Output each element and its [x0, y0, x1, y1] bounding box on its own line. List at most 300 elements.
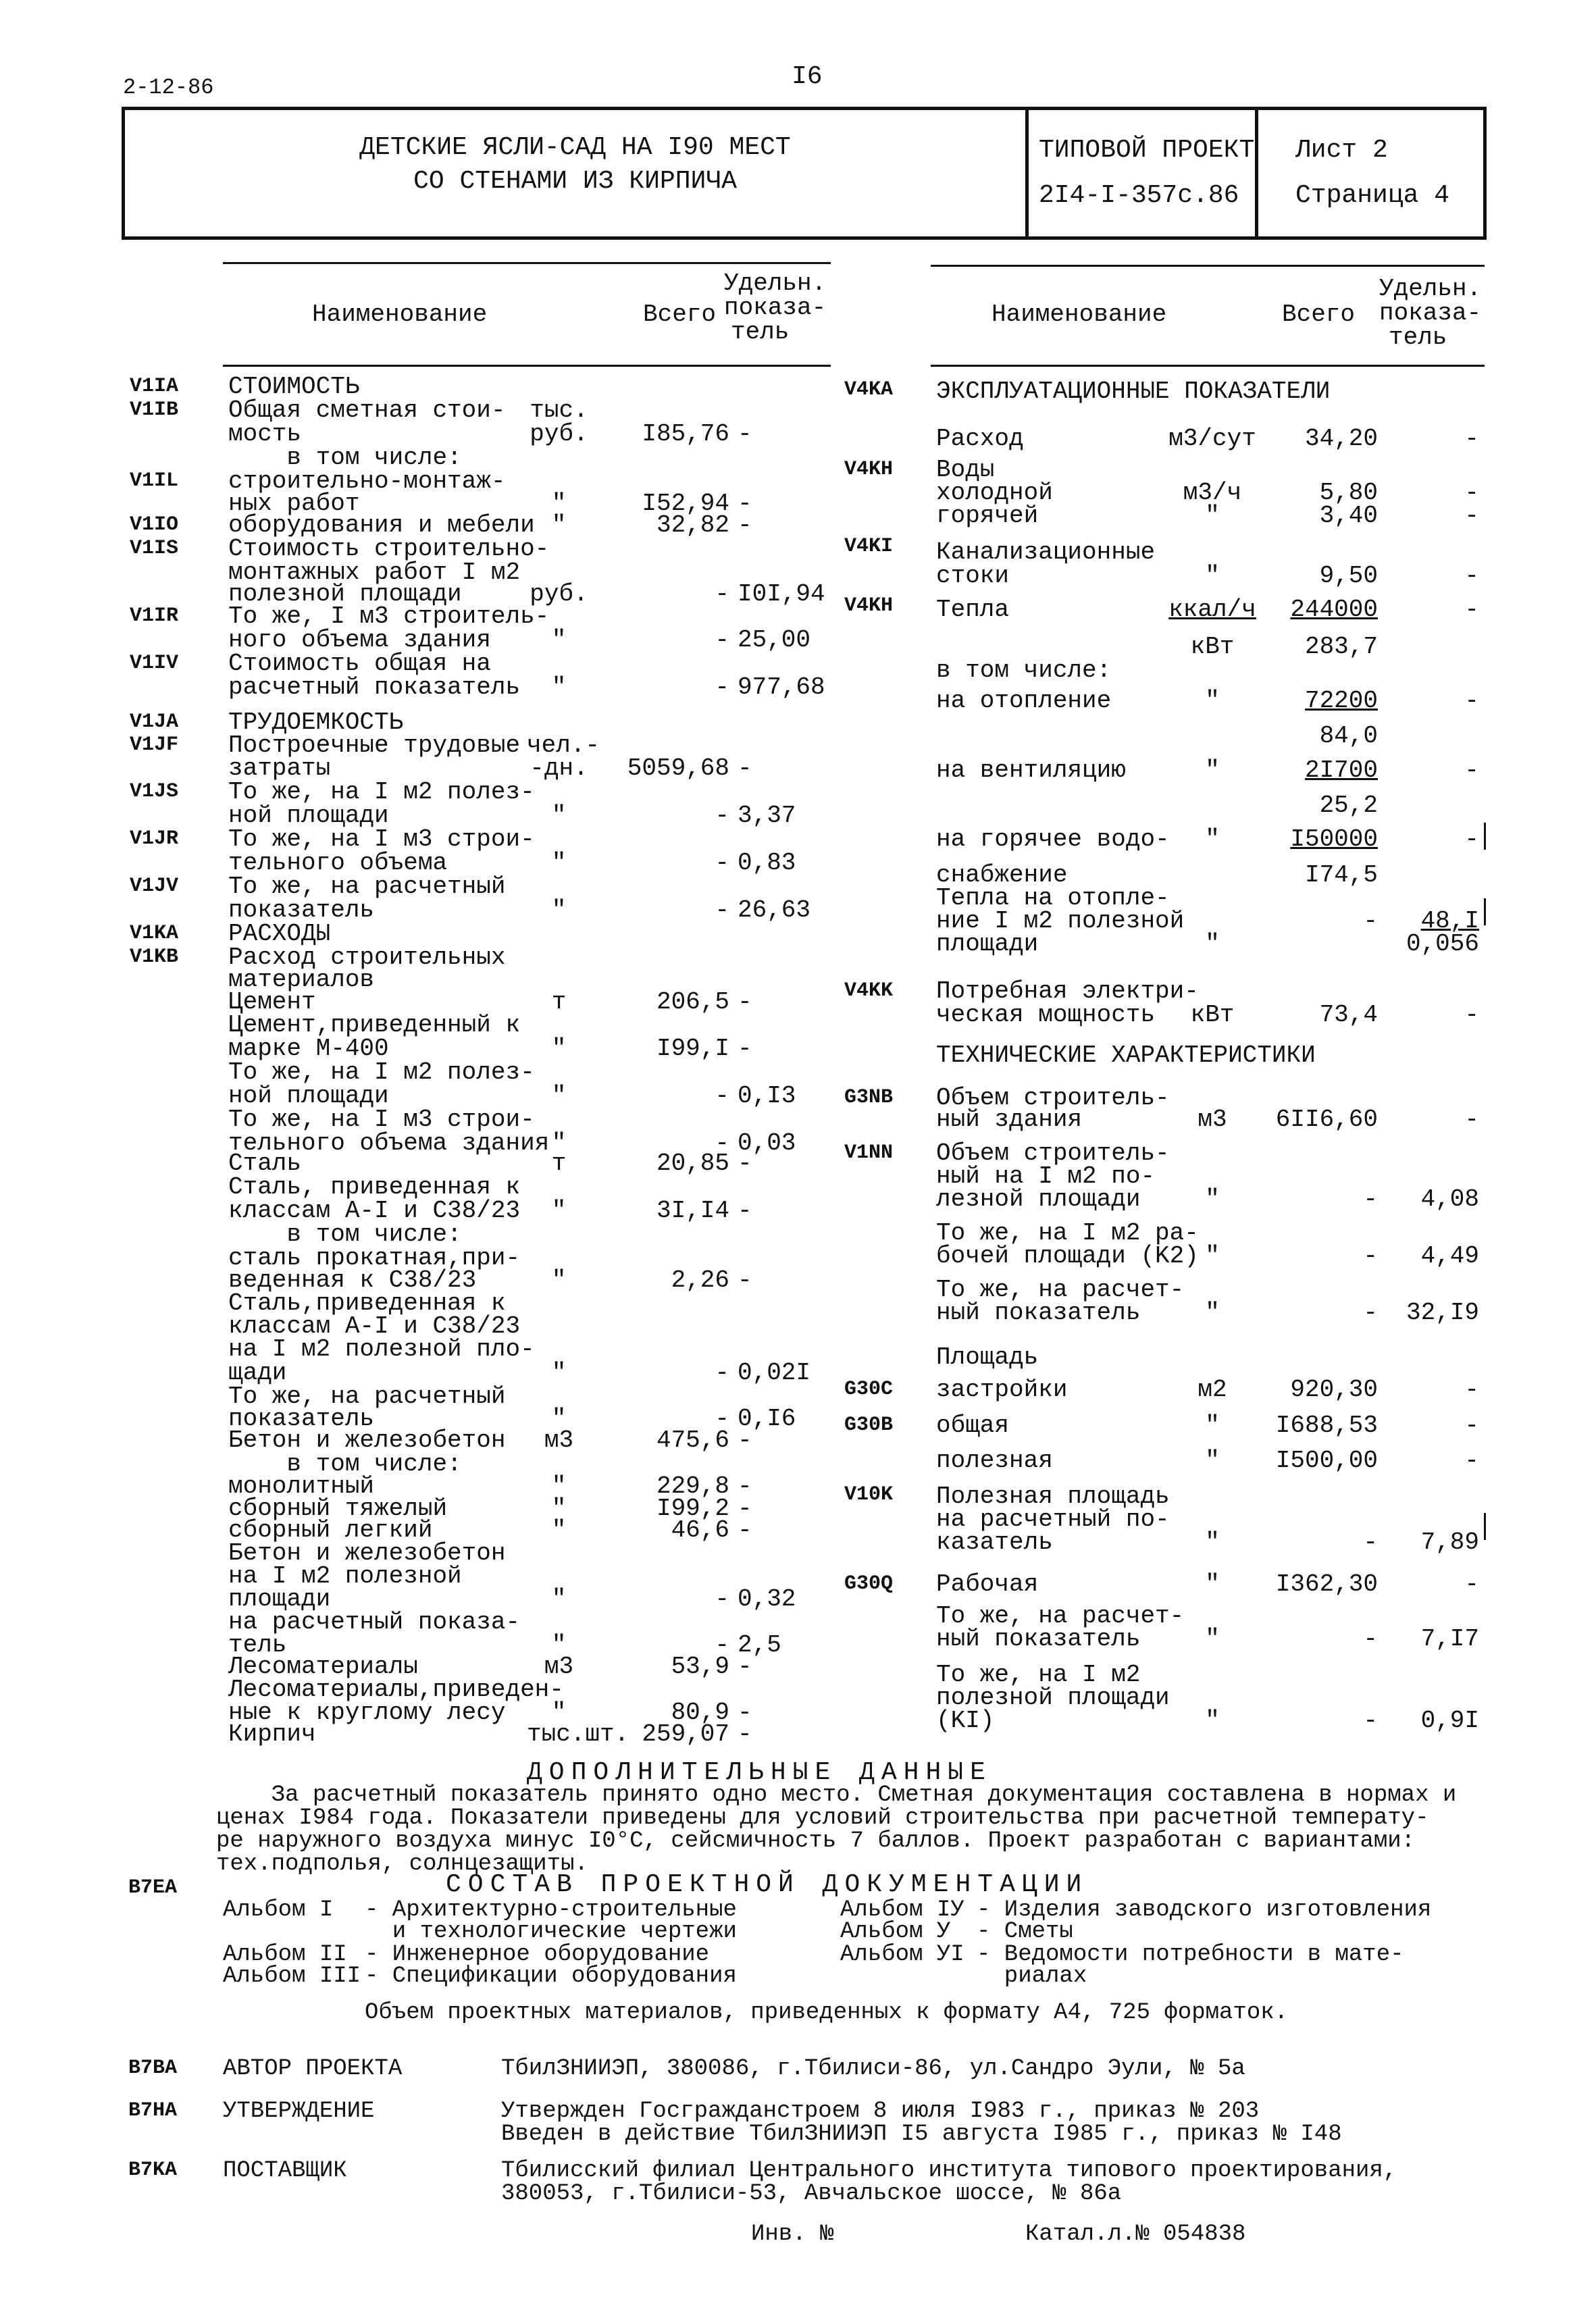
row-specific: 0,9I [1420, 1707, 1479, 1734]
composition-volume: Объем проектных материалов, приведенных к формату А4, 725 форматок. [365, 2000, 1289, 2026]
title-line-2: СО СТЕНАМИ ИЗ КИРПИЧА [413, 167, 737, 196]
row-name: полезной площади [228, 580, 462, 608]
row-name: площади [228, 1585, 331, 1613]
row-unit: " [551, 1585, 567, 1613]
row-name: Построечные трудовые [228, 731, 521, 759]
row-unit: " [551, 802, 567, 829]
row-total: - [715, 1082, 729, 1110]
document-date: 2-12-86 [123, 75, 214, 100]
row-specific: 7,89 [1420, 1528, 1479, 1556]
row-unit: м3/сут [1168, 425, 1256, 453]
row-name: ной площади [228, 802, 389, 829]
right-header-specific-2: показа- [1379, 299, 1482, 327]
project-number: 2I4-I-357с.86 [1039, 181, 1239, 210]
row-specific: - [738, 1197, 752, 1225]
album-title: и технологические чертежи [365, 1919, 737, 1945]
row-unit: " [551, 1631, 567, 1659]
row-total: - [1363, 1185, 1378, 1213]
footer-line-2: 380053, г.Тбилиси-53, Авчальское шоссе, № 86а [501, 2181, 1122, 2207]
row-unit: " [551, 1472, 567, 1500]
row-unit: тыс. [530, 396, 588, 424]
footer-line-1: Утвержден Госгражданстроем 8 июля I983 г., приказ № 203 [501, 2099, 1260, 2124]
row-total: I85,76 [642, 420, 729, 448]
row-specific: 3,37 [738, 802, 796, 829]
row-code: V1JS [130, 780, 179, 803]
row-name: тель [228, 1631, 287, 1659]
row-name: Расход строительных [228, 944, 506, 971]
row-name: Площадь [936, 1343, 1039, 1371]
row-name: стоки [936, 562, 1010, 590]
row-name: мость [228, 420, 302, 448]
row-total: 2I700 [1304, 756, 1378, 784]
row-total: 80,9 [671, 1699, 729, 1726]
row-unit: " [551, 849, 567, 877]
row-total: I500,00 [1275, 1447, 1378, 1474]
row-unit: " [551, 1405, 567, 1433]
row-total: 46,6 [671, 1516, 729, 1544]
row-name: Тепла на отопле- [936, 884, 1170, 912]
row-unit: м3 [544, 1653, 574, 1680]
row-unit: м3 [544, 1426, 574, 1454]
row-unit: " [1205, 930, 1220, 958]
row-name: Воды [936, 456, 995, 484]
album-number: Альбом II [223, 1942, 347, 1968]
row-name: на вентиляцию [936, 756, 1126, 784]
row-name: снабжение [936, 861, 1068, 889]
right-header-total: Всего [1282, 301, 1356, 328]
row-specific: 0,056 [1406, 930, 1479, 958]
row-name: монтажных работ I м2 [228, 559, 521, 586]
row-total: 84,0 [1319, 722, 1378, 750]
row-unit: " [551, 1082, 567, 1110]
row-total: 72200 [1304, 687, 1378, 715]
row-name: РАСХОДЫ [228, 920, 331, 948]
row-total: - [715, 1129, 729, 1157]
row-code: V4KA [844, 378, 894, 401]
row-name: Сталь,приведенная к [228, 1289, 506, 1317]
row-name: Кирпич [228, 1720, 316, 1748]
row-unit: " [551, 1035, 567, 1062]
row-name: ной площади [228, 1082, 389, 1110]
row-specific: - [738, 1516, 752, 1544]
row-code: V1JR [130, 827, 179, 850]
row-unit: м3 [1198, 1106, 1227, 1133]
row-code: V1KA [130, 922, 179, 945]
row-name: То же, на расчет- [936, 1276, 1185, 1304]
additional-line-1: За расчетный показатель принято одно место. Сметная документация составлена в нормах и [216, 1782, 1457, 1808]
row-name: ный на I м2 по- [936, 1162, 1156, 1190]
row-total: 206,5 [656, 988, 729, 1016]
row-name: ные к круглому лесу [228, 1699, 506, 1726]
row-name: Стоимость общая на [228, 650, 491, 677]
row-specific: - [738, 1150, 752, 1177]
row-code: V1IV [130, 652, 179, 675]
row-code: V1JV [130, 875, 179, 898]
row-unit: " [551, 1495, 567, 1522]
row-name: Потребная электри- [936, 977, 1199, 1005]
row-name: затраты [228, 754, 331, 782]
row-name: расчетный показатель [228, 673, 521, 701]
row-total: 6II6,60 [1275, 1106, 1378, 1133]
row-name: То же, на расчетный [228, 1383, 506, 1410]
album-title: - Инженерное оборудование [365, 1942, 710, 1968]
row-total: - [715, 1631, 729, 1659]
row-total: - [715, 673, 729, 701]
row-name: Лесоматериалы,приведен- [228, 1676, 564, 1703]
row-name: лезной площади [936, 1185, 1141, 1213]
row-specific: 25,00 [738, 626, 811, 654]
row-unit: " [551, 673, 567, 701]
row-name: Рабочая [936, 1570, 1039, 1598]
row-name: в том числе: [228, 1220, 462, 1248]
row-total: - [1363, 1625, 1378, 1653]
row-name: ного объема здания [228, 626, 491, 654]
row-name: горячей [936, 502, 1039, 530]
row-total: - [1363, 1707, 1378, 1734]
row-specific: - [738, 490, 752, 517]
row-total: I362,30 [1275, 1570, 1378, 1598]
row-unit: " [1205, 562, 1220, 590]
row-name: бочей площади (K2) [936, 1242, 1199, 1270]
row-unit: " [551, 1516, 567, 1544]
row-name: в том числе: [228, 1450, 462, 1478]
title-frame-right [1483, 107, 1487, 240]
row-name: общая [936, 1412, 1010, 1439]
footer-line-1: Тбилисский филиал Центрального института типового проектирования, [501, 2158, 1397, 2184]
row-code: V1IS [130, 537, 179, 560]
row-name: ческая мощность [936, 1001, 1156, 1029]
row-total: 3I,I4 [656, 1197, 729, 1225]
row-unit: " [551, 1699, 567, 1726]
row-name: ние I м2 полезной [936, 907, 1185, 935]
row-unit: руб. [530, 580, 588, 608]
row-unit: " [1205, 1447, 1220, 1474]
row-name: на горячее водо- [936, 825, 1170, 853]
row-total: - [715, 626, 729, 654]
row-total: - [715, 1585, 729, 1613]
row-name: материалов [228, 966, 375, 994]
row-specific: - [1464, 1376, 1479, 1404]
footer-line-2: Введен в действие ТбилЗНИИЭП I5 августа I985 г., приказ № I48 [501, 2122, 1342, 2147]
row-name: То же, на I м2 полез- [228, 778, 535, 806]
row-name: тельного объема здания [228, 1129, 550, 1157]
row-name: площади [936, 930, 1039, 958]
row-unit: " [1205, 1299, 1220, 1327]
row-specific: I0I,94 [738, 580, 825, 608]
row-total: I99,I [656, 1035, 729, 1062]
row-name: СТОИМОСТЬ [228, 373, 360, 401]
row-specific: 4,49 [1420, 1242, 1479, 1270]
left-header-top-rule [223, 262, 831, 264]
row-specific: - [738, 1720, 752, 1748]
composition-heading: СОСТАВ ПРОЕКТНОЙ ДОКУМЕНТАЦИИ [446, 1870, 1089, 1899]
additional-heading: ДОПОЛНИТЕЛЬНЫЕ ДАННЫЕ [527, 1758, 992, 1787]
title-line-1: ДЕТСКИЕ ЯСЛИ-САД НА I90 МЕСТ [359, 133, 791, 162]
row-name: Бетон и железобетон [228, 1426, 506, 1454]
row-name: ный показатель [936, 1299, 1141, 1327]
row-name: То же, на расчет- [936, 1602, 1185, 1630]
right-header-bottom-rule [931, 365, 1485, 367]
row-specific: - [738, 1699, 752, 1726]
row-total: 25,2 [1319, 792, 1378, 819]
album-title: - Спецификации оборудования [365, 1963, 737, 1989]
title-divider-2 [1255, 107, 1258, 240]
row-unit: ккал/ч [1168, 596, 1256, 623]
row-specific: - [738, 1266, 752, 1294]
row-name: показатель [228, 896, 375, 924]
album-title: - Сметы [977, 1919, 1073, 1945]
row-total: 5,80 [1319, 479, 1378, 507]
row-unit: чел.- [527, 731, 600, 759]
row-total: I50000 [1290, 825, 1378, 853]
row-name: Расход [936, 425, 1024, 453]
row-name: Объем строитель- [936, 1084, 1170, 1112]
row-code: V4KH [844, 458, 894, 481]
left-header-name: Наименование [312, 301, 488, 328]
row-code: G30C [844, 1378, 894, 1401]
row-specific: 2,5 [738, 1631, 781, 1659]
row-code: V4KH [844, 594, 894, 617]
row-unit: тыс.шт. [527, 1720, 629, 1748]
left-header-specific-1: Удельн. [724, 269, 827, 297]
row-unit: " [551, 1359, 567, 1387]
footer-code: B7HA [128, 2099, 178, 2122]
row-code: V1IB [130, 398, 179, 421]
row-specific: - [738, 420, 752, 448]
row-name: полезной площади [936, 1684, 1170, 1712]
row-name: сталь прокатная,при- [228, 1244, 521, 1272]
row-code: V1IR [130, 605, 179, 627]
row-name: Объем строитель- [936, 1139, 1170, 1167]
row-specific: 0,83 [738, 849, 796, 877]
album-number: Альбом У [840, 1919, 951, 1945]
row-total: - [715, 896, 729, 924]
row-total: 259,07 [642, 1720, 729, 1748]
row-total: 73,4 [1319, 1001, 1378, 1029]
row-specific: - [1464, 1412, 1479, 1439]
row-name: застройки [936, 1376, 1068, 1404]
row-name: То же, на I м3 строи- [228, 1106, 535, 1133]
row-specific: - [1464, 596, 1479, 623]
row-unit: " [1205, 1570, 1220, 1598]
row-name: классам А-I и С38/23 [228, 1312, 521, 1340]
row-total: 283,7 [1304, 633, 1378, 661]
row-total: - [1363, 907, 1378, 935]
row-name: Цемент [228, 988, 316, 1016]
row-name: на I м2 полезной [228, 1562, 462, 1590]
left-header-bottom-rule [223, 365, 831, 367]
row-unit: " [1205, 1707, 1220, 1734]
row-code: V1JA [130, 711, 179, 734]
row-specific: - [1464, 425, 1479, 453]
row-unit: " [1205, 1625, 1220, 1653]
row-name: То же, I м3 строитель- [228, 602, 550, 630]
row-unit: " [1205, 687, 1220, 715]
row-specific: 4,08 [1420, 1185, 1479, 1213]
row-name: Канализационные [936, 538, 1156, 566]
row-total: - [1363, 1299, 1378, 1327]
row-code: V1NN [844, 1141, 894, 1164]
sheet-number: Лист 2 [1295, 136, 1388, 165]
footer-code: B7BA [128, 2057, 178, 2080]
row-unit: т [551, 988, 567, 1016]
row-name: То же, на расчетный [228, 873, 506, 900]
page-number: I6 [792, 62, 823, 91]
row-specific: - [738, 988, 752, 1016]
row-code: V1JF [130, 734, 179, 756]
row-total: 244000 [1290, 596, 1378, 623]
row-unit: " [551, 1129, 567, 1157]
album-title: - Архитектурно-строительные [365, 1897, 737, 1923]
row-specific: - [1464, 1447, 1479, 1474]
row-unit: " [1205, 1412, 1220, 1439]
row-name: Полезная площадь [936, 1483, 1170, 1510]
row-name: строительно-монтаж- [228, 467, 506, 495]
additional-line-2: ценах I984 года. Показатели приведены для условий строительства при расчетной температу- [216, 1805, 1429, 1831]
row-unit: " [551, 626, 567, 654]
row-code: V4KI [844, 535, 894, 558]
row-name: То же, на I м2 ра- [936, 1219, 1199, 1247]
row-code: G3NB [844, 1086, 894, 1109]
row-specific: - [1464, 1001, 1479, 1029]
row-specific: 26,63 [738, 896, 811, 924]
left-header-total: Всего [643, 301, 717, 328]
row-name: ТРУДОЕМКОСТЬ [228, 709, 404, 736]
row-name: То же, на I м2 [936, 1661, 1141, 1689]
row-name: То же, на I м3 строи- [228, 825, 535, 853]
row-unit: кВт [1190, 1001, 1235, 1029]
row-total: 32,82 [656, 511, 729, 539]
row-specific: - [1464, 756, 1479, 784]
row-unit: " [1205, 502, 1220, 530]
footer-label: УТВЕРЖДЕНИЕ [223, 2099, 375, 2124]
row-name: Сталь, приведенная к [228, 1173, 521, 1201]
row-unit: " [551, 511, 567, 539]
row-specific: 0,02I [738, 1359, 811, 1387]
row-name: в том числе: [228, 444, 462, 471]
row-name: в том числе: [936, 657, 1112, 684]
row-unit: " [551, 1197, 567, 1225]
left-header-specific-2: показа- [724, 294, 827, 322]
row-name: монолитный [228, 1472, 375, 1500]
row-unit: " [551, 1266, 567, 1294]
row-specific: 0,03 [738, 1129, 796, 1157]
row-total: I74,5 [1304, 861, 1378, 889]
album-number: Альбом I [223, 1897, 334, 1923]
row-total: 53,9 [671, 1653, 729, 1680]
right-edge-mark [1484, 898, 1486, 925]
row-name: на отопление [936, 687, 1112, 715]
row-name: (KI) [936, 1707, 995, 1734]
row-name: Общая сметная стои- [228, 396, 506, 424]
row-name: ных работ [228, 490, 360, 517]
row-total: - [715, 1405, 729, 1433]
row-code: V1IA [130, 375, 179, 398]
row-unit: -дн. [530, 754, 588, 782]
row-name: марке М-400 [228, 1035, 389, 1062]
row-name: на I м2 полезной пло- [228, 1335, 535, 1363]
row-unit: " [1205, 756, 1220, 784]
row-name: щади [228, 1359, 287, 1387]
row-code: V1KB [130, 946, 179, 969]
row-total: - [1363, 1528, 1378, 1556]
row-specific: - [738, 754, 752, 782]
row-specific: - [738, 1472, 752, 1500]
additional-line-4: тех.подполья, солнцезащиты. [216, 1851, 588, 1877]
row-total: - [715, 580, 729, 608]
row-name: показатель [228, 1405, 375, 1433]
right-header-specific-1: Удельн. [1379, 275, 1482, 303]
row-unit: " [551, 896, 567, 924]
row-code: V10K [844, 1483, 894, 1506]
row-code: G30B [844, 1414, 894, 1437]
row-code: V4KK [844, 979, 894, 1002]
row-name: сборный тяжелый [228, 1495, 448, 1522]
row-total: 9,50 [1319, 562, 1378, 590]
row-specific: 977,68 [738, 673, 825, 701]
row-name: на расчетный по- [936, 1506, 1170, 1533]
row-name: оборудования и мебели [228, 511, 535, 539]
row-total: 229,8 [656, 1472, 729, 1500]
row-name: тельного объема [228, 849, 448, 877]
row-code: V1IO [130, 513, 179, 536]
row-specific: - [1464, 479, 1479, 507]
row-name: ный здания [936, 1106, 1083, 1133]
row-specific: 48,I [1420, 907, 1479, 935]
row-unit: м3/ч [1183, 479, 1242, 507]
right-header-top-rule [931, 265, 1485, 267]
album-number: Альбом IУ [840, 1897, 964, 1923]
row-specific: - [738, 1035, 752, 1062]
left-header-specific-3: тель [731, 318, 790, 346]
row-specific: - [1464, 1570, 1479, 1598]
row-name: классам А-I и С38/23 [228, 1197, 521, 1225]
row-name: ТЕХНИЧЕСКИЕ ХАРАКТЕРИСТИКИ [936, 1042, 1316, 1069]
title-divider-1 [1025, 107, 1029, 240]
row-name: полезная [936, 1447, 1053, 1474]
project-label: ТИПОВОЙ ПРОЕКТ [1039, 136, 1255, 165]
right-header-specific-3: тель [1389, 324, 1447, 351]
row-unit: " [551, 490, 567, 517]
row-specific: - [1464, 1106, 1479, 1133]
additional-line-3: ре наружного воздуха минус I0°С, сейсмичность 7 баллов. Проект разработан с вариантами: [216, 1828, 1416, 1854]
footer-code: B7KA [128, 2159, 178, 2182]
row-name: сборный легкий [228, 1516, 433, 1544]
row-code: V1IL [130, 469, 179, 492]
row-specific: 0,I6 [738, 1405, 796, 1433]
row-specific: - [738, 511, 752, 539]
row-unit: т [551, 1150, 567, 1177]
row-name: холодной [936, 479, 1053, 507]
row-total: 5059,68 [627, 754, 729, 782]
album-number: Альбом III [223, 1963, 361, 1989]
row-specific: - [1464, 562, 1479, 590]
row-specific: - [1464, 825, 1479, 853]
row-total: I99,2 [656, 1495, 729, 1522]
album-number: Альбом УI [840, 1942, 964, 1968]
row-specific: - [1464, 502, 1479, 530]
inventory-number: Инв. № [751, 2221, 834, 2247]
row-specific: - [1464, 687, 1479, 715]
row-specific: 32,I9 [1406, 1299, 1479, 1327]
row-total: - [715, 802, 729, 829]
row-name: на расчетный показа- [228, 1608, 521, 1636]
row-total: 20,85 [656, 1150, 729, 1177]
row-unit: кВт [1190, 633, 1235, 661]
row-unit: руб. [530, 420, 588, 448]
row-total: 3,40 [1319, 502, 1378, 530]
row-total: - [1363, 1242, 1378, 1270]
